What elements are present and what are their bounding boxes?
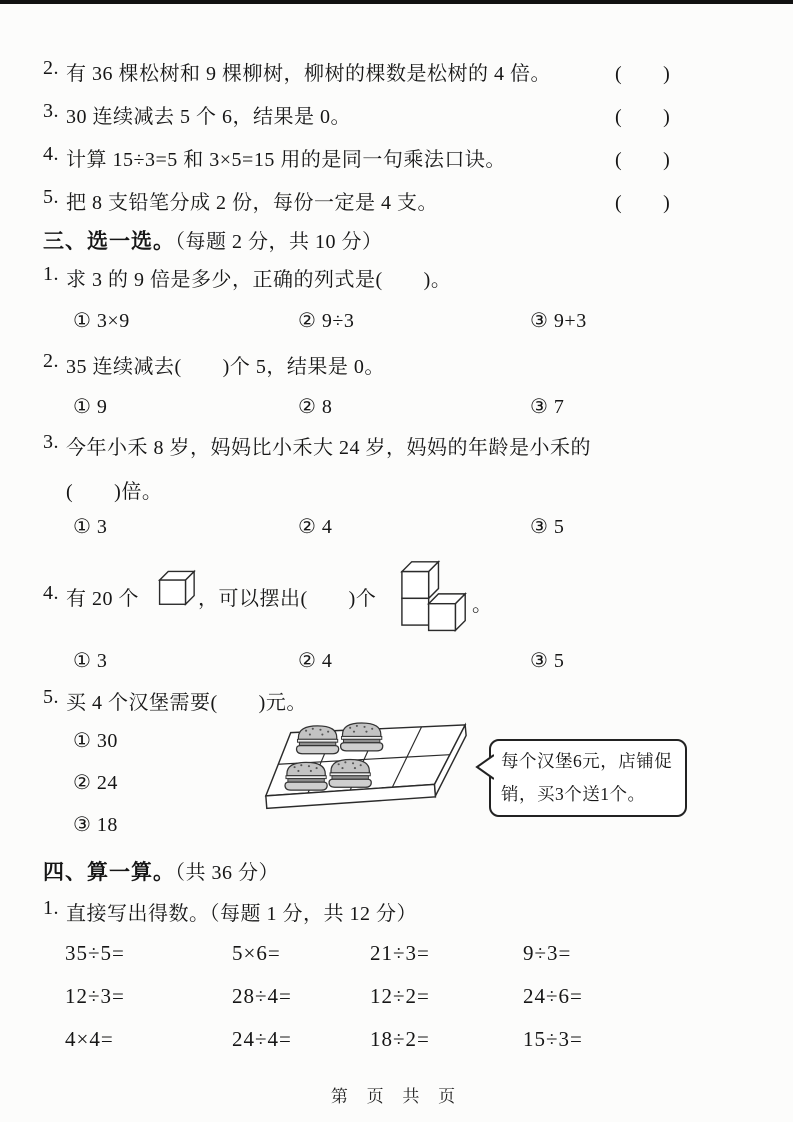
answer-bracket: ( ) bbox=[615, 192, 671, 214]
calc-expression: 15÷3= bbox=[523, 1027, 583, 1051]
answer-bracket: ( ) bbox=[615, 106, 671, 128]
calc-row-3 bbox=[0, 1027, 793, 1057]
option: ② 4 bbox=[298, 650, 333, 672]
calc-expression: 24÷6= bbox=[523, 984, 583, 1008]
option: ③ 9+3 bbox=[530, 310, 587, 332]
question-text: 。 bbox=[472, 594, 493, 616]
question-text: 有 20 个 bbox=[66, 588, 139, 610]
question-number: 4. bbox=[43, 582, 59, 604]
question-number: 5. bbox=[43, 186, 59, 208]
sub1-score: （每题 1 分，共 12 分） bbox=[209, 903, 417, 925]
calc-expression: 4×4= bbox=[65, 1027, 114, 1051]
judge-item-5 bbox=[0, 186, 793, 216]
l-cubes-icon bbox=[398, 552, 470, 634]
calc-expression: 9÷3= bbox=[523, 941, 572, 965]
question-text: 求 3 的 9 倍是多少，正确的列式是( )。 bbox=[66, 269, 452, 291]
calc-expression: 12÷2= bbox=[370, 984, 430, 1008]
calc-sub1 bbox=[0, 897, 793, 927]
burger-tray-illustration bbox=[262, 719, 492, 821]
option: ① 3 bbox=[73, 516, 108, 538]
choice-q1-options bbox=[0, 308, 793, 338]
choice-q3-line2 bbox=[0, 475, 793, 505]
question-text: 计算 15÷3=5 和 3×5=15 用的是同一句乘法口诀。 bbox=[66, 149, 506, 171]
question-text: 今年小禾 8 岁，妈妈比小禾大 24 岁，妈妈的年龄是小禾的 bbox=[66, 437, 591, 459]
section-title: 四、算一算。 bbox=[43, 861, 175, 884]
option: ③ 5 bbox=[530, 650, 565, 672]
section-4-heading bbox=[43, 856, 279, 886]
calc-row-2 bbox=[0, 984, 793, 1014]
question-number: 1. bbox=[43, 263, 59, 285]
option: ① 30 bbox=[73, 730, 118, 752]
choice-q5 bbox=[0, 686, 793, 716]
calc-expression: 18÷2= bbox=[370, 1027, 430, 1051]
question-text: ，可以摆出( )个 bbox=[198, 588, 377, 610]
option: ③ 18 bbox=[73, 814, 118, 836]
choice-q4-options bbox=[0, 648, 793, 678]
question-number: 2. bbox=[43, 57, 59, 79]
calc-expression: 5×6= bbox=[232, 941, 281, 965]
choice-q2-options bbox=[0, 394, 793, 424]
question-number: 3. bbox=[43, 431, 59, 453]
speech-bubble bbox=[489, 739, 687, 817]
section-score: （每题 2 分，共 10 分） bbox=[175, 231, 383, 253]
choice-q1 bbox=[0, 263, 793, 293]
answer-bracket: ( ) bbox=[615, 149, 671, 171]
option: ③ 7 bbox=[530, 396, 565, 418]
question-number: 1. bbox=[43, 897, 59, 919]
question-text: 有 36 棵松树和 9 棵柳树，柳树的棵数是松树的 4 倍。 bbox=[66, 63, 551, 85]
question-number: 4. bbox=[43, 143, 59, 165]
speech-bubble-tail bbox=[474, 752, 494, 782]
question-number: 2. bbox=[43, 350, 59, 372]
calc-expression: 28÷4= bbox=[232, 984, 292, 1008]
cube-icon bbox=[156, 568, 196, 606]
option: ② 9÷3 bbox=[298, 310, 355, 332]
scan-top-edge bbox=[0, 0, 793, 4]
option: ② 24 bbox=[73, 772, 118, 794]
choice-q2 bbox=[0, 350, 793, 380]
section-3-heading bbox=[43, 225, 383, 255]
option: ① 3 bbox=[73, 650, 108, 672]
question-number: 5. bbox=[43, 686, 59, 708]
option: ② 8 bbox=[298, 396, 333, 418]
question-text bbox=[66, 897, 417, 926]
calc-expression: 21÷3= bbox=[370, 941, 430, 965]
calc-expression: 24÷4= bbox=[232, 1027, 292, 1051]
section-title: 三、选一选。 bbox=[43, 230, 175, 253]
option: ③ 5 bbox=[530, 516, 565, 538]
question-text: ( )倍。 bbox=[66, 481, 163, 503]
judge-item-4 bbox=[0, 143, 793, 173]
calc-expression: 35÷5= bbox=[65, 941, 125, 965]
question-text: 买 4 个汉堡需要( )元。 bbox=[66, 692, 307, 714]
choice-q3-options bbox=[0, 514, 793, 544]
page-footer: 第 页 共 页 bbox=[330, 1087, 463, 1106]
calc-row-1 bbox=[0, 941, 793, 971]
option: ① 3×9 bbox=[73, 310, 130, 332]
choice-q4 bbox=[0, 552, 793, 642]
question-text: 30 连续减去 5 个 6，结果是 0。 bbox=[66, 106, 351, 128]
calc-expression: 12÷3= bbox=[65, 984, 125, 1008]
question-text: 把 8 支铅笔分成 2 份，每份一定是 4 支。 bbox=[66, 192, 438, 214]
choice-q3-line1 bbox=[0, 431, 793, 461]
question-number: 3. bbox=[43, 100, 59, 122]
option: ② 4 bbox=[298, 516, 333, 538]
section-score: （共 36 分） bbox=[175, 862, 279, 884]
question-text: 35 连续减去( )个 5，结果是 0。 bbox=[66, 356, 385, 378]
bubble-text-line1: 每个汉堡6元，店铺促 bbox=[501, 751, 673, 771]
sub1-text: 直接写出得数。 bbox=[66, 903, 210, 925]
judge-item-3 bbox=[0, 100, 793, 130]
bubble-text-line2: 销，买3个送1个。 bbox=[501, 784, 646, 804]
answer-bracket: ( ) bbox=[615, 63, 671, 85]
option: ① 9 bbox=[73, 396, 108, 418]
judge-item-2 bbox=[0, 57, 793, 87]
